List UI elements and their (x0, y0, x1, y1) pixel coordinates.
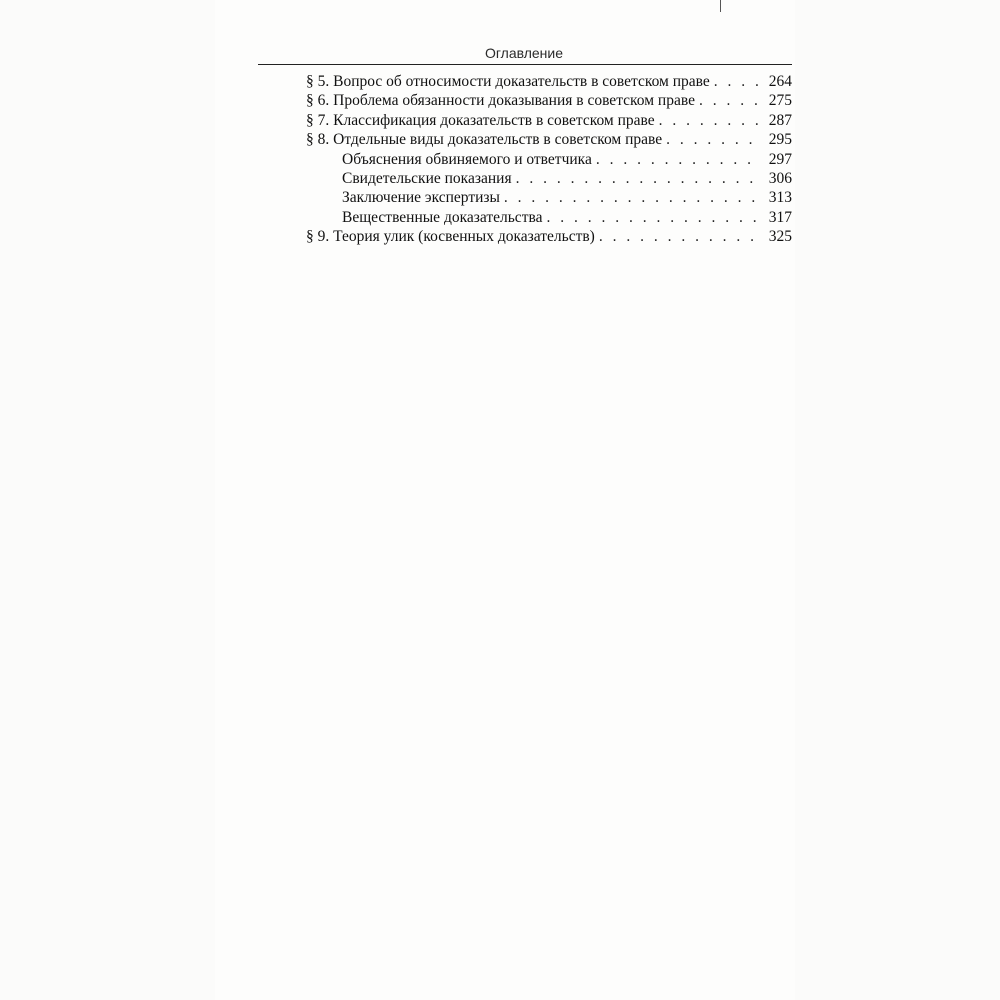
toc-subentry (258, 208, 792, 227)
toc-title: Отдельные виды доказательств в советском праве (333, 131, 663, 149)
toc-title: Классификация доказательств в советском праве (333, 111, 655, 129)
toc-page-number: 297 (768, 150, 792, 168)
toc-leader-dots (714, 72, 760, 91)
toc-leader-dots (516, 169, 760, 188)
toc-entry (258, 227, 792, 246)
table-of-contents (258, 72, 792, 247)
toc-title: Вещественные доказательства (342, 208, 543, 226)
toc-subentry (258, 169, 792, 188)
toc-leader-dots (659, 111, 760, 130)
running-title: Оглавление (484, 45, 564, 61)
toc-page-number: 264 (768, 73, 792, 90)
toc-section-number: § 6. (306, 92, 330, 110)
toc-page-number: 295 (768, 131, 792, 149)
toc-entry (258, 111, 792, 130)
toc-entry (258, 130, 792, 149)
toc-title: Свидетельские показания (342, 169, 512, 187)
toc-title: Теория улик (косвенных доказательств) (333, 228, 595, 246)
toc-title: Проблема обязанности доказывания в советском праве (333, 92, 695, 110)
toc-page-number: 275 (768, 92, 792, 110)
header-rule (258, 64, 792, 65)
toc-page-number: 317 (768, 208, 792, 226)
toc-subentry (258, 188, 792, 207)
toc-entry (258, 72, 792, 91)
toc-leader-dots (546, 208, 760, 227)
toc-page-number: 313 (768, 189, 792, 207)
toc-section-number: § 8. (306, 131, 330, 149)
toc-section-number: § 7. (306, 111, 330, 129)
toc-leader-dots (599, 227, 760, 246)
toc-subentry (258, 150, 792, 169)
toc-title: Заключение экспертизы (342, 189, 500, 207)
toc-page-number: 306 (768, 169, 792, 187)
toc-leader-dots (699, 91, 760, 110)
toc-title: Объяснения обвиняемого и ответчика (342, 150, 592, 168)
page-edge-mark (720, 0, 722, 12)
toc-page-number: 325 (768, 228, 792, 246)
toc-leader-dots (504, 188, 760, 207)
toc-leader-dots (666, 130, 760, 149)
toc-leader-dots (596, 150, 760, 169)
toc-entry (258, 91, 792, 110)
toc-section-number: § 9. (306, 228, 330, 246)
toc-title: Вопрос об относимости доказательств в советском праве (333, 73, 710, 90)
toc-section-number: § 5. (306, 73, 330, 90)
toc-page-number: 287 (768, 111, 792, 129)
